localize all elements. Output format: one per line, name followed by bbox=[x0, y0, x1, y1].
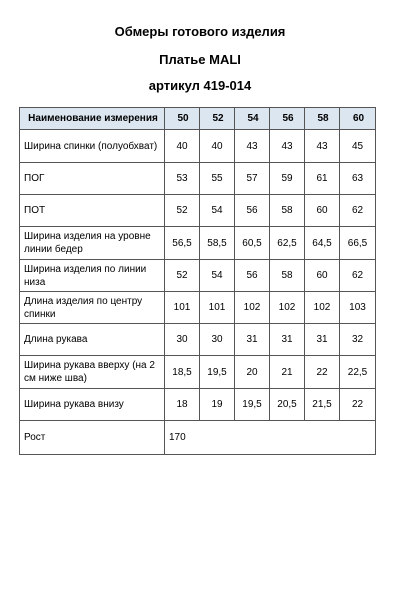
measurement-name: ПОТ bbox=[20, 195, 165, 227]
table-body bbox=[20, 130, 376, 455]
measurement-value: 45 bbox=[340, 130, 376, 163]
measurement-value: 57 bbox=[235, 163, 270, 195]
column-header-size: 52 bbox=[200, 108, 235, 130]
measurement-value: 40 bbox=[200, 130, 235, 163]
growth-label: Рост bbox=[20, 421, 165, 455]
measurement-name: Ширина рукава внизу bbox=[20, 389, 165, 421]
measurement-value: 40 bbox=[165, 130, 200, 163]
measurement-name: Длина рукава bbox=[20, 324, 165, 356]
measurement-value: 43 bbox=[305, 130, 340, 163]
measurement-value: 62 bbox=[340, 195, 376, 227]
table-row bbox=[20, 195, 376, 227]
measurement-value: 31 bbox=[305, 324, 340, 356]
measurement-value: 102 bbox=[270, 292, 305, 324]
measurement-value: 22 bbox=[340, 389, 376, 421]
measurement-value: 19,5 bbox=[235, 389, 270, 421]
measurement-value: 21,5 bbox=[305, 389, 340, 421]
measurement-value: 58 bbox=[270, 260, 305, 292]
table-header-row bbox=[20, 108, 376, 130]
growth-value: 170 bbox=[165, 421, 376, 455]
measurement-value: 58 bbox=[270, 195, 305, 227]
measurement-value: 22 bbox=[305, 356, 340, 389]
table-row bbox=[20, 356, 376, 389]
measurement-value: 43 bbox=[270, 130, 305, 163]
measurement-value: 61 bbox=[305, 163, 340, 195]
measurement-value: 53 bbox=[165, 163, 200, 195]
measurement-value: 31 bbox=[270, 324, 305, 356]
measurement-value: 58,5 bbox=[200, 227, 235, 260]
measurement-value: 63 bbox=[340, 163, 376, 195]
measurement-value: 56,5 bbox=[165, 227, 200, 260]
table-row bbox=[20, 260, 376, 292]
column-header-size: 58 bbox=[305, 108, 340, 130]
table-row bbox=[20, 163, 376, 195]
measurement-value: 30 bbox=[165, 324, 200, 356]
table-row bbox=[20, 324, 376, 356]
measurement-value: 18 bbox=[165, 389, 200, 421]
product-name: Платье MALI bbox=[159, 52, 241, 67]
table-row-growth bbox=[20, 421, 376, 455]
column-header-size: 50 bbox=[165, 108, 200, 130]
measurements-table bbox=[19, 107, 376, 455]
measurement-name: Длина изделия по центру спинки bbox=[20, 292, 165, 324]
measurement-value: 103 bbox=[340, 292, 376, 324]
measurement-value: 59 bbox=[270, 163, 305, 195]
table-row bbox=[20, 130, 376, 163]
column-header-size: 56 bbox=[270, 108, 305, 130]
measurement-value: 62,5 bbox=[270, 227, 305, 260]
measurement-value: 43 bbox=[235, 130, 270, 163]
table-row bbox=[20, 227, 376, 260]
measurement-value: 21 bbox=[270, 356, 305, 389]
measurement-name: Ширина изделия на уровне линии бедер bbox=[20, 227, 165, 260]
measurement-value: 60,5 bbox=[235, 227, 270, 260]
measurement-value: 30 bbox=[200, 324, 235, 356]
measurement-value: 52 bbox=[165, 195, 200, 227]
measurement-value: 18,5 bbox=[165, 356, 200, 389]
measurement-value: 54 bbox=[200, 260, 235, 292]
measurement-value: 60 bbox=[305, 260, 340, 292]
column-header-measurement: Наименование измерения bbox=[20, 108, 165, 130]
measurement-value: 102 bbox=[305, 292, 340, 324]
measurement-value: 55 bbox=[200, 163, 235, 195]
measurement-value: 54 bbox=[200, 195, 235, 227]
measurement-value: 19 bbox=[200, 389, 235, 421]
measurement-value: 60 bbox=[305, 195, 340, 227]
measurement-value: 56 bbox=[235, 260, 270, 292]
column-header-size: 60 bbox=[340, 108, 376, 130]
measurement-value: 32 bbox=[340, 324, 376, 356]
measurement-name: ПОГ bbox=[20, 163, 165, 195]
measurement-value: 19,5 bbox=[200, 356, 235, 389]
column-header-size: 54 bbox=[235, 108, 270, 130]
measurement-value: 101 bbox=[200, 292, 235, 324]
document-title: Обмеры готового изделия bbox=[114, 24, 286, 39]
table-row bbox=[20, 292, 376, 324]
measurement-name: Ширина изделия по линии низа bbox=[20, 260, 165, 292]
measurement-value: 62 bbox=[340, 260, 376, 292]
measurement-value: 22,5 bbox=[340, 356, 376, 389]
measurement-value: 102 bbox=[235, 292, 270, 324]
measurement-value: 101 bbox=[165, 292, 200, 324]
measurement-value: 20,5 bbox=[270, 389, 305, 421]
measurement-value: 52 bbox=[165, 260, 200, 292]
article-number: артикул 419-014 bbox=[148, 78, 252, 93]
measurement-value: 20 bbox=[235, 356, 270, 389]
measurement-value: 31 bbox=[235, 324, 270, 356]
table-row bbox=[20, 389, 376, 421]
measurement-value: 56 bbox=[235, 195, 270, 227]
measurement-name: Ширина спинки (полуобхват) bbox=[20, 130, 165, 163]
measurement-value: 66,5 bbox=[340, 227, 376, 260]
measurement-name: Ширина рукава вверху (на 2 см ниже шва) bbox=[20, 356, 165, 389]
measurement-value: 64,5 bbox=[305, 227, 340, 260]
